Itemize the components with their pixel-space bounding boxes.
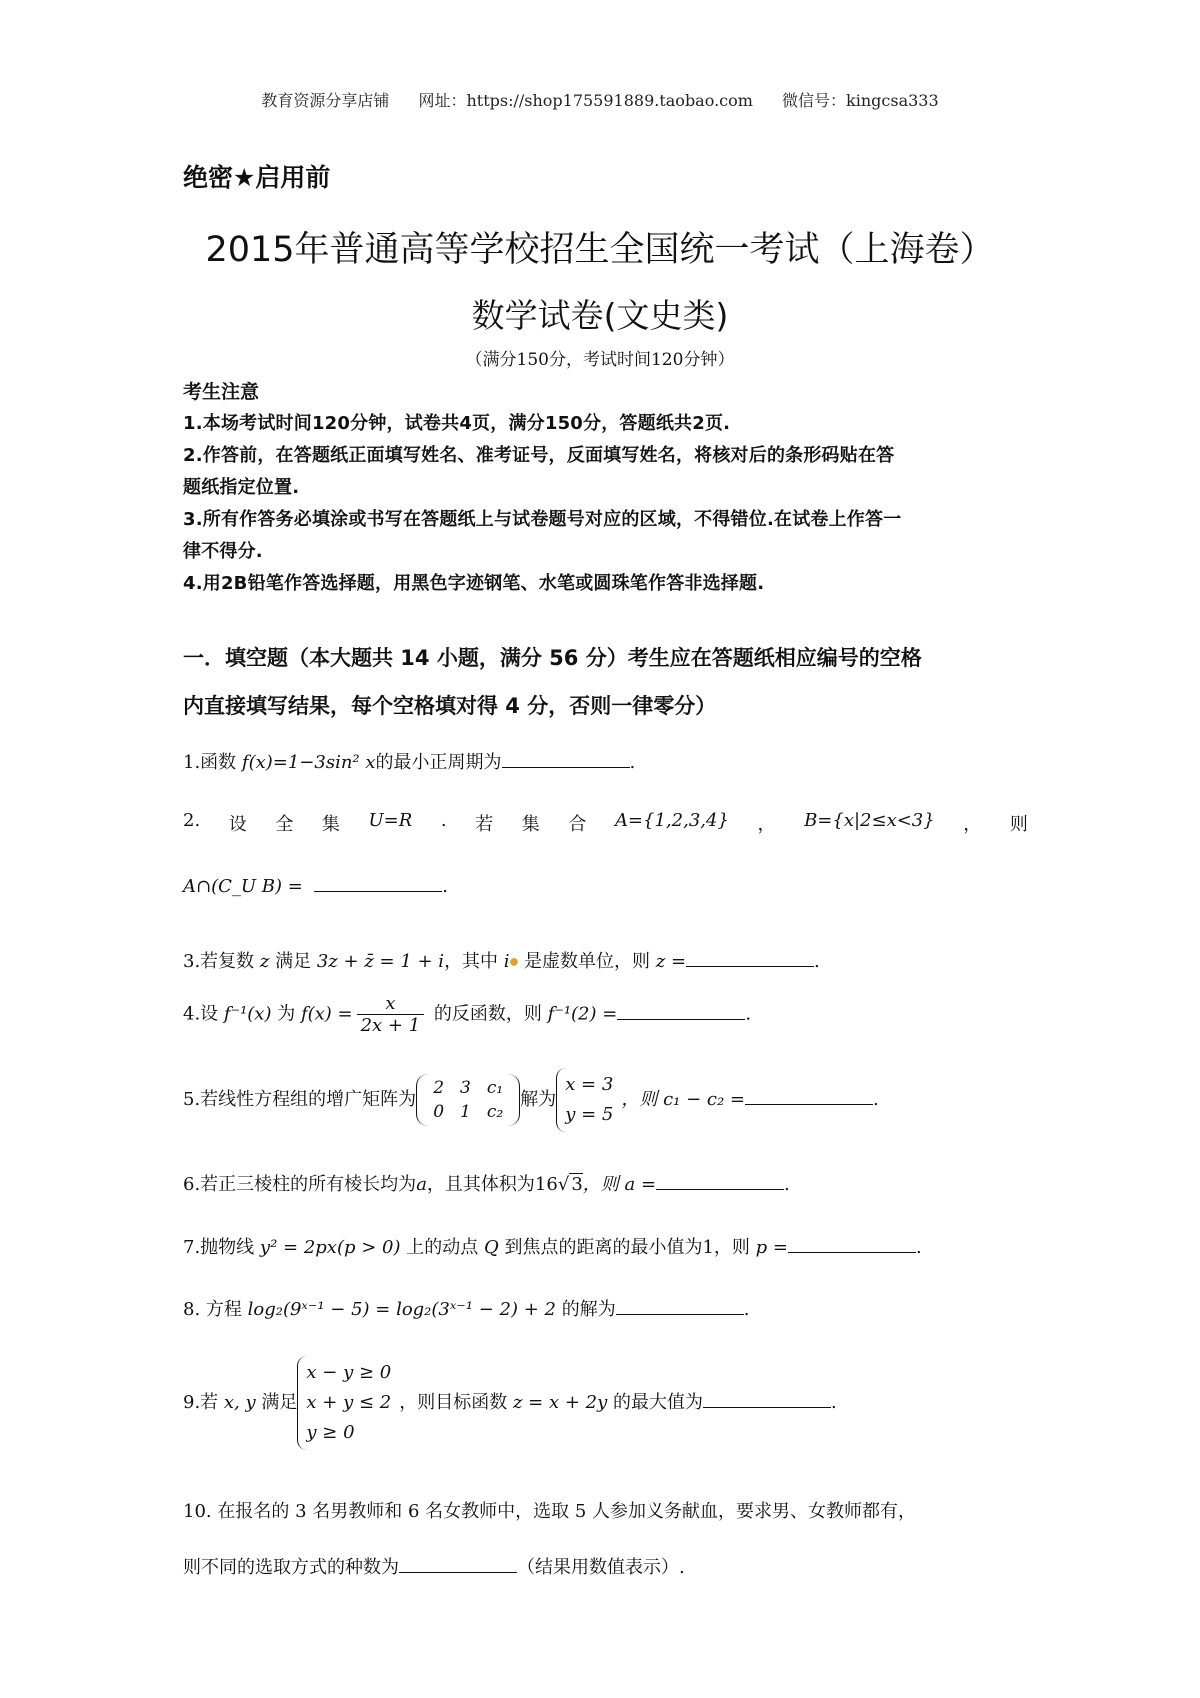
- notice-item: 律不得分.: [183, 541, 263, 562]
- question-4: 4.设 f⁻¹(x) 为 f(x) = $\frac{x}{2x + 1}$ 的反函数，则 f⁻¹(2) = .: [183, 993, 752, 1036]
- q7-math: y² = 2px(p > 0): [259, 1237, 401, 1258]
- q2-math: A∩(C_U B) =: [183, 876, 303, 897]
- answer-blank[interactable]: [314, 889, 442, 892]
- notice-item: 3.所有作答务必填涂或书写在答题纸上与试卷题号对应的区域，不得错位.在试卷上作答一: [183, 509, 902, 530]
- notice-heading: 考生注意: [183, 381, 260, 403]
- exam-subtitle: 数学试卷(文史类): [471, 296, 729, 335]
- sqrt-icon: √: [557, 1174, 570, 1195]
- header-shop: 教育资源分享店铺: [261, 91, 390, 110]
- section-heading: 一．填空题（本大题共 14 小题，满分 56 分）考生应在答题纸相应编号的空格: [183, 646, 922, 670]
- answer-blank[interactable]: [656, 1187, 784, 1190]
- constraint-system: x − y ≥ 0 x + y ≤ 2 y ≥ 0: [297, 1356, 399, 1450]
- answer-blank[interactable]: [703, 1405, 831, 1408]
- q4-fraction: $\frac{x}{2x + 1}$: [357, 993, 425, 1036]
- answer-blank[interactable]: [616, 1312, 744, 1315]
- notice-item: 2.作答前，在答题纸正面填写姓名、准考证号，反面填写姓名，将核对后的条形码贴在答: [183, 445, 895, 466]
- q3-math: 3z + z̄ = 1 + i: [316, 951, 445, 972]
- answer-blank[interactable]: [617, 1017, 745, 1020]
- page-header: [0, 88, 1200, 111]
- augmented-matrix: 2 3 c₁ 0 1 c₂: [416, 1074, 520, 1126]
- question-2: 2. 设 全 集 U=R . 若 集 合 A={1,2,3,4} ， B={x|2≤x<3} ， 则: [183, 810, 1028, 835]
- question-8: 8. 方程 log₂(9ˣ⁻¹ − 5) = log₂(3ˣ⁻¹ − 2) + 2 的解为 .: [183, 1299, 750, 1320]
- notice-item: 4.用2B铅笔作答选择题，用黑色字迹钢笔、水笔或圆珠笔作答非选择题.: [183, 573, 765, 594]
- q8-math: log₂(9ˣ⁻¹ − 5) = log₂(3ˣ⁻¹ − 2) + 2: [247, 1299, 556, 1320]
- notice-item: 1.本场考试时间120分钟，试卷共4页，满分150分，答题纸共2页.: [183, 413, 731, 434]
- question-10: 10. 在报名的 3 名男教师和 6 名女教师中，选取 5 人参加义务献血，要求男、女教师都有，: [183, 1501, 917, 1522]
- answer-blank[interactable]: [399, 1570, 517, 1573]
- exam-title: 2015年普通高等学校招生全国统一考试（上海卷）: [205, 230, 995, 270]
- question-10-cont: 则不同的选取方式的种数为 （结果用数值表示）.: [183, 1557, 685, 1578]
- answer-blank[interactable]: [745, 1102, 873, 1105]
- header-url: 网址：https://shop175591889.taobao.com: [418, 91, 753, 110]
- header-wechat: 微信号：kingcsa333: [782, 91, 939, 110]
- answer-blank[interactable]: [686, 964, 814, 967]
- question-7: 7.抛物线 y² = 2px(p > 0) 上的动点 Q 到焦点的距离的最小值为1，则 p = .: [183, 1237, 922, 1258]
- solution-system: x = 3 y = 5: [556, 1068, 621, 1132]
- question-5: 5.若线性方程组的增广矩阵为 2 3 c₁ 0 1 c₂ 解为 x = 3 y = 5 ，则 c₁ − c₂ = .: [183, 1068, 879, 1132]
- notice-item: 题纸指定位置.: [183, 477, 300, 498]
- q1-math: f(x)=1−3sin² x: [241, 752, 376, 773]
- question-6: 6.若正三棱柱的所有棱长均为a，且其体积为16√ 3，则 a = .: [183, 1174, 790, 1195]
- question-9: 9.若 x, y 满足 x − y ≥ 0 x + y ≤ 2 y ≥ 0 ，则目标函数 z = x + 2y 的最大值为 .: [183, 1356, 837, 1450]
- answer-blank[interactable]: [788, 1250, 916, 1253]
- secret-label: 绝密★启用前: [183, 163, 331, 192]
- question-2-cont: A∩(C_U B) = .: [183, 876, 449, 897]
- question-3: 3.若复数 z 满足 3z + z̄ = 1 + i，其中 i● 是虚数单位，则 z = .: [183, 951, 820, 972]
- stray-dot-icon: ●: [509, 956, 519, 968]
- question-1: 1.函数 f(x)=1−3sin² x的最小正周期为 .: [183, 752, 636, 773]
- answer-blank[interactable]: [502, 765, 630, 768]
- section-heading-cont: 内直接填写结果，每个空格填对得 4 分，否则一律零分）: [183, 694, 717, 718]
- score-line: （满分150分，考试时间120分钟）: [465, 350, 735, 370]
